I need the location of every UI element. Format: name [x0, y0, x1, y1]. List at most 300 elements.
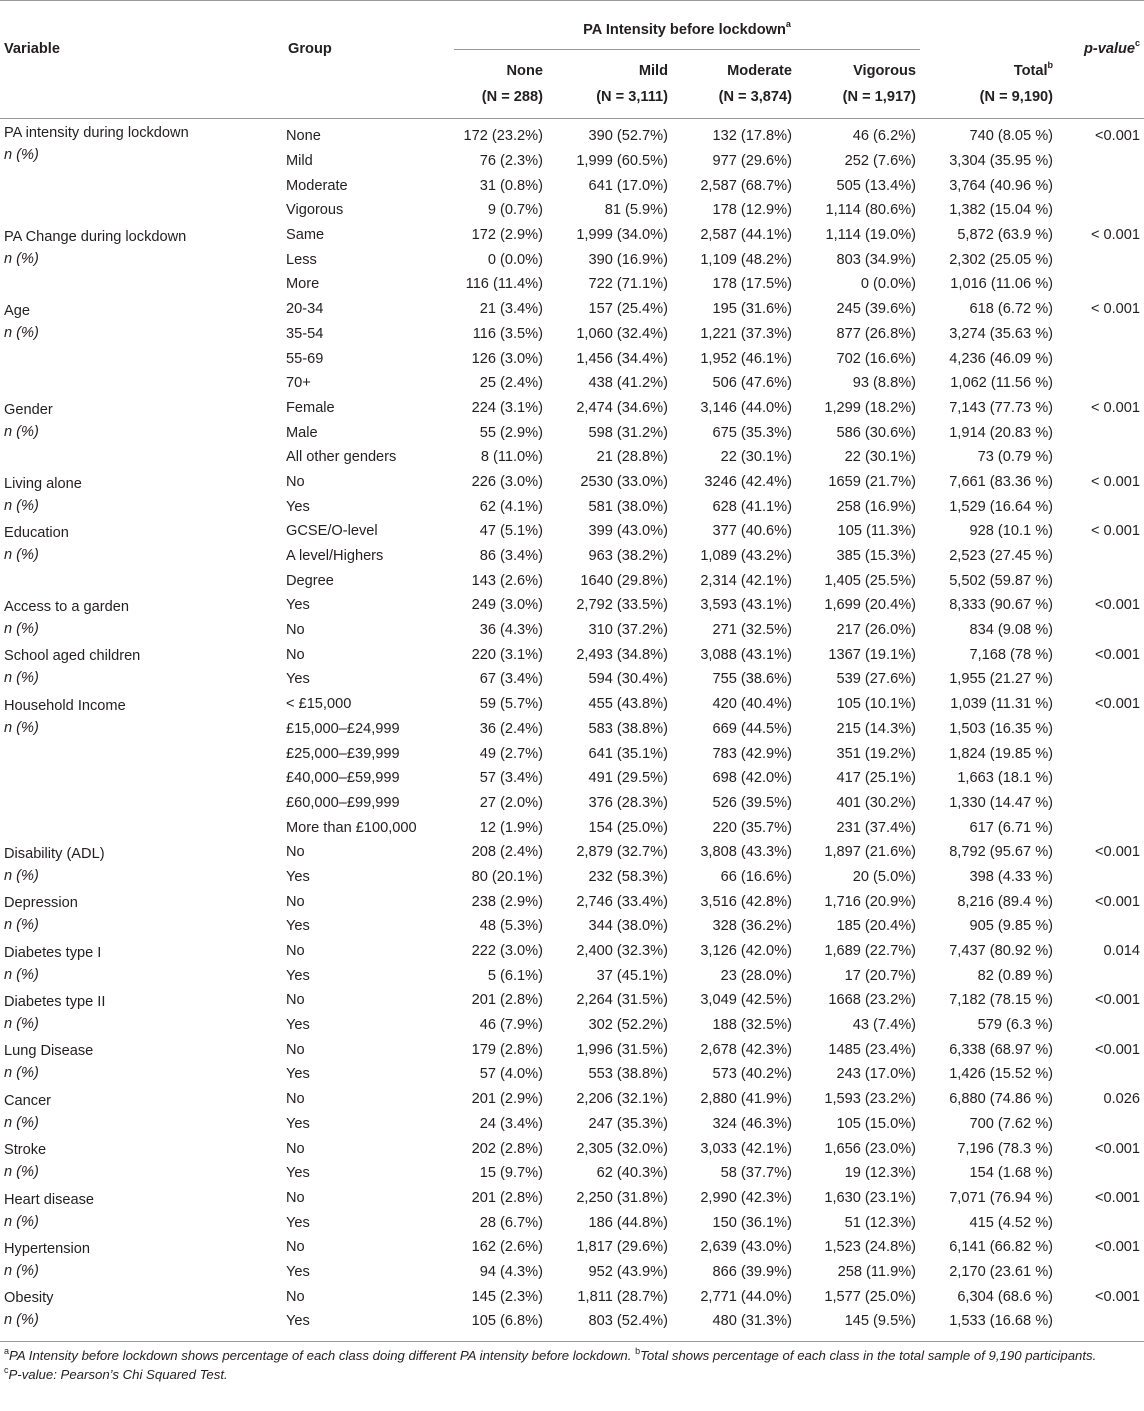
value-cell: 3,033 (42.1%)	[700, 1140, 792, 1157]
pvalue-cell	[1057, 544, 1144, 569]
value-cell: 2,302 (25.05 %)	[949, 251, 1054, 268]
value-cell: 8,333 (90.67 %)	[949, 597, 1054, 614]
pvalue-cell	[1057, 717, 1144, 742]
value-cell: 2,678 (42.3%)	[700, 1041, 792, 1058]
value-cell: 245 (39.6%)	[836, 301, 917, 318]
value-cell: 344 (38.0%)	[588, 918, 668, 935]
table-row	[0, 223, 1144, 248]
value-cell: 675 (35.3%)	[712, 424, 792, 441]
value-cell: 9 (0.7%)	[487, 202, 543, 219]
value-cell: 67 (3.4%)	[479, 671, 543, 688]
value-cell: 698 (42.0%)	[712, 770, 792, 787]
value-cell: 1,456 (34.4%)	[576, 350, 668, 367]
variable-name: Cancer	[4, 1092, 52, 1109]
value-cell: 669 (44.5%)	[712, 720, 792, 737]
group-cell: None	[286, 128, 321, 145]
value-cell: 7,168 (78 %)	[969, 646, 1054, 663]
table-row	[0, 840, 1144, 865]
variable-unit	[4, 1114, 284, 1132]
pvalue-cell: < 0.001	[1090, 227, 1141, 244]
group-cell: Yes	[286, 1017, 310, 1034]
group-cell: No	[286, 893, 305, 910]
pvalue-cell	[1057, 741, 1144, 766]
value-cell: 157 (25.4%)	[588, 301, 668, 318]
value-cell: 43 (7.4%)	[852, 1017, 917, 1034]
group-cell: Yes	[286, 671, 310, 688]
variable-unit-text: n (%)	[4, 147, 39, 163]
group-cell: No	[286, 1140, 305, 1157]
variable-cell	[0, 470, 284, 519]
variable-unit-text: n (%)	[4, 966, 39, 983]
group-cell: All other genders	[286, 449, 397, 466]
pvalue-cell: < 0.001	[1090, 301, 1141, 318]
pvalue-cell: <0.001	[1095, 1288, 1141, 1305]
value-cell: 928 (10.1 %)	[969, 523, 1054, 540]
value-cell: 217 (26.0%)	[836, 622, 917, 639]
col-header-moderate: Moderate (N = 3,874)	[672, 50, 796, 119]
table-row	[0, 1136, 1144, 1161]
pvalue-cell: < 0.001	[1090, 399, 1141, 416]
value-cell: 238 (2.9%)	[471, 893, 543, 910]
variable-cell	[0, 297, 284, 396]
group-cell: Yes	[286, 1263, 310, 1280]
variable-cell	[0, 642, 284, 691]
value-cell: 5,502 (59.87 %)	[949, 572, 1054, 589]
pvalue-cell: <0.001	[1095, 1140, 1141, 1157]
value-cell: 105 (11.3%)	[837, 523, 917, 540]
variable-unit-text: n (%)	[4, 917, 39, 934]
value-cell: 628 (41.1%)	[712, 498, 792, 515]
table-row	[0, 519, 1144, 544]
value-cell: 76 (2.3%)	[479, 153, 543, 170]
group-cell: Same	[286, 227, 325, 244]
value-cell: 702 (16.6%)	[836, 350, 917, 367]
value-cell: 803 (52.4%)	[588, 1313, 668, 1330]
group-cell: No	[286, 1189, 305, 1206]
value-cell: 3,146 (44.0%)	[700, 399, 792, 416]
value-cell: 310 (37.2%)	[588, 622, 668, 639]
group-cell: Yes	[286, 1115, 310, 1132]
value-cell: 3,049 (42.5%)	[700, 992, 792, 1009]
value-cell: 722 (71.1%)	[588, 276, 668, 293]
value-cell: 1,382 (15.04 %)	[949, 202, 1054, 219]
value-cell: 201 (2.9%)	[471, 1091, 543, 1108]
value-cell: 17 (20.7%)	[844, 967, 917, 984]
group-cell: No	[286, 473, 305, 490]
value-cell: 154 (25.0%)	[588, 819, 668, 836]
value-cell: 583 (38.8%)	[588, 720, 668, 737]
value-cell: 22 (30.1%)	[844, 449, 917, 466]
group-cell: Yes	[286, 597, 310, 614]
value-cell: 1,405 (25.5%)	[824, 572, 917, 589]
value-cell: 82 (0.89 %)	[977, 967, 1054, 984]
variable-name: Diabetes type I	[4, 944, 102, 961]
value-cell: 23 (28.0%)	[720, 967, 792, 984]
variable-name: Education	[4, 525, 69, 541]
pvalue-cell	[1057, 494, 1144, 519]
value-cell: 46 (7.9%)	[479, 1017, 543, 1034]
variable-unit	[4, 1213, 284, 1231]
value-cell: 866 (39.9%)	[712, 1263, 792, 1280]
value-cell: 154 (1.68 %)	[969, 1165, 1054, 1182]
variable-unit	[4, 1064, 284, 1082]
pvalue-cell: < 0.001	[1090, 523, 1141, 540]
value-cell: 1,062 (11.56 %)	[950, 375, 1054, 392]
pvalue-cell: <0.001	[1095, 696, 1141, 713]
variable-cell	[0, 223, 284, 297]
group-cell: Yes	[286, 918, 310, 935]
value-cell: 1,952 (46.1%)	[700, 350, 792, 367]
value-cell: 1,999 (34.0%)	[576, 227, 668, 244]
group-cell: No	[286, 1091, 305, 1108]
variable-unit	[4, 719, 284, 737]
pvalue-cell	[1057, 1210, 1144, 1235]
value-cell: 3,808 (43.3%)	[700, 844, 792, 861]
pvalue-cell	[1057, 1112, 1144, 1137]
value-cell: 1,955 (21.27 %)	[949, 671, 1054, 688]
value-cell: 62 (40.3%)	[596, 1165, 668, 1182]
variable-cell	[0, 1284, 284, 1333]
group-cell: < £15,000	[286, 696, 352, 713]
value-cell: 22 (30.1%)	[720, 449, 792, 466]
variable-cell	[0, 1087, 284, 1136]
pvalue-cell	[1057, 272, 1144, 297]
value-cell: 598 (31.2%)	[588, 424, 668, 441]
pvalue-cell: <0.001	[1095, 1189, 1141, 1206]
value-cell: 215 (14.3%)	[836, 720, 917, 737]
variable-name: Living alone	[4, 475, 82, 492]
value-cell: 145 (2.3%)	[471, 1288, 543, 1305]
table-row	[0, 297, 1144, 322]
footnote-ab: $^a$PA Intensity before lockdown shows percentage of each class doing different PA intensity before lockdown. $^b$Total shows percentage of each class in the total sample of 9,190 participants.	[4, 1345, 1097, 1363]
group-header: Group	[284, 50, 454, 119]
table-row	[0, 1087, 1144, 1112]
value-cell: 185 (20.4%)	[836, 918, 917, 935]
value-cell: 1,914 (20.83 %)	[949, 424, 1054, 441]
table-row	[0, 692, 1144, 717]
variable-unit	[4, 1311, 284, 1329]
pvalue-cell	[1057, 149, 1144, 174]
pa-intensity-header: PA Intensity before lockdown$^a$	[454, 1, 920, 50]
pvalue-cell	[1057, 420, 1144, 445]
variable-unit	[4, 1015, 284, 1033]
value-cell: 220 (35.7%)	[712, 819, 792, 836]
value-cell: 1,089 (43.2%)	[700, 548, 792, 565]
variable-cell	[0, 1186, 284, 1235]
value-cell: 740 (8.05 %)	[969, 128, 1054, 145]
value-cell: 55 (2.9%)	[479, 424, 543, 441]
pvalue-cell	[1057, 198, 1144, 223]
pvalue-cell	[1057, 914, 1144, 939]
group-cell: A level/Highers	[286, 548, 384, 565]
variable-unit	[4, 546, 284, 564]
variable-cell	[0, 988, 284, 1037]
table-row	[0, 396, 1144, 421]
value-cell: 243 (17.0%)	[836, 1066, 917, 1083]
value-cell: 755 (38.6%)	[712, 671, 792, 688]
group-cell: Less	[286, 251, 317, 268]
pvalue-cell: <0.001	[1095, 992, 1141, 1009]
variable-unit	[4, 669, 284, 687]
value-cell: 27 (2.0%)	[479, 794, 543, 811]
value-cell: 7,182 (78.15 %)	[949, 992, 1054, 1009]
group-cell: Yes	[286, 967, 310, 984]
value-cell: 1668 (23.2%)	[828, 992, 917, 1009]
value-cell: 5 (6.1%)	[487, 967, 543, 984]
value-cell: 36 (2.4%)	[479, 720, 543, 737]
variable-unit	[4, 916, 284, 934]
variable-name: Diabetes type II	[4, 994, 106, 1011]
value-cell: 271 (32.5%)	[712, 622, 792, 639]
table-header	[0, 1, 1144, 119]
variable-unit-text: n (%)	[4, 621, 39, 638]
value-cell: 66 (16.6%)	[720, 868, 792, 885]
value-cell: 1,897 (21.6%)	[824, 844, 917, 861]
pvalue-cell: <0.001	[1095, 597, 1141, 614]
value-cell: 51 (12.3%)	[844, 1214, 917, 1231]
group-cell: £40,000–£59,999	[286, 770, 400, 787]
value-cell: 783 (42.9%)	[712, 745, 792, 762]
group-cell: Yes	[286, 868, 310, 885]
variable-unit	[4, 497, 284, 515]
value-cell: 188 (32.5%)	[712, 1017, 792, 1034]
group-cell: Moderate	[286, 177, 348, 194]
variable-cell	[0, 1136, 284, 1185]
value-cell: 172 (2.9%)	[471, 227, 543, 244]
group-cell: 35-54	[286, 325, 324, 342]
value-cell: 641 (17.0%)	[588, 177, 668, 194]
variable-name: PA Change during lockdown	[4, 228, 187, 245]
value-cell: 526 (39.5%)	[712, 794, 792, 811]
value-cell: 258 (16.9%)	[836, 498, 917, 515]
value-cell: 1367 (19.1%)	[828, 646, 917, 663]
value-cell: 186 (44.8%)	[588, 1214, 668, 1231]
pvalue-cell	[1057, 1062, 1144, 1087]
value-cell: 49 (2.7%)	[479, 745, 543, 762]
value-cell: 700 (7.62 %)	[969, 1115, 1054, 1132]
table-row	[0, 939, 1144, 964]
variable-unit-text: n (%)	[4, 670, 39, 687]
value-cell: 178 (17.5%)	[712, 276, 792, 293]
value-cell: 252 (7.6%)	[844, 153, 917, 170]
value-cell: 0 (0.0%)	[860, 276, 917, 293]
value-cell: 31 (0.8%)	[479, 177, 543, 194]
value-cell: 952 (43.9%)	[588, 1263, 668, 1280]
group-cell: Degree	[286, 572, 334, 589]
value-cell: 2,264 (31.5%)	[576, 992, 668, 1009]
value-cell: 20 (5.0%)	[852, 868, 917, 885]
group-cell: GCSE/O-level	[286, 523, 378, 540]
value-cell: 2,746 (33.4%)	[576, 893, 668, 910]
value-cell: 172 (23.2%)	[463, 128, 543, 145]
value-cell: 1,699 (20.4%)	[824, 597, 917, 614]
value-cell: 573 (40.2%)	[712, 1066, 792, 1083]
variable-unit	[4, 966, 284, 984]
group-cell: Male	[286, 424, 318, 441]
col-header-vigorous: Vigorous (N = 1,917)	[796, 50, 920, 119]
pvalue-cell	[1057, 1260, 1144, 1285]
variable-cell	[0, 119, 284, 223]
pvalue-cell	[1057, 618, 1144, 643]
value-cell: 877 (26.8%)	[836, 325, 917, 342]
table-footnotes	[0, 1341, 1144, 1384]
footnote-c: $^c$P-value: Pearson’s Chi Squared Test.	[4, 1364, 228, 1382]
value-cell: 6,141 (66.82 %)	[949, 1239, 1054, 1256]
value-cell: 6,338 (68.97 %)	[949, 1041, 1054, 1058]
group-cell: No	[286, 943, 305, 960]
value-cell: 7,661 (83.36 %)	[949, 473, 1054, 490]
variable-unit	[4, 146, 284, 164]
value-cell: 1,656 (23.0%)	[824, 1140, 917, 1157]
value-cell: 81 (5.9%)	[604, 202, 668, 219]
variable-unit-text: n (%)	[4, 1312, 39, 1329]
value-cell: 202 (2.8%)	[471, 1140, 543, 1157]
variable-name: Obesity	[4, 1290, 54, 1307]
value-cell: 1,817 (29.6%)	[576, 1239, 668, 1256]
value-cell: 324 (46.3%)	[712, 1115, 792, 1132]
value-cell: 385 (15.3%)	[836, 548, 917, 565]
col-header-mild: Mild (N = 3,111)	[547, 50, 672, 119]
value-cell: 21 (3.4%)	[479, 301, 543, 318]
group-cell: Yes	[286, 1066, 310, 1083]
pvalue-cell	[1057, 815, 1144, 840]
pvalue-cell	[1057, 865, 1144, 890]
value-cell: 351 (19.2%)	[836, 745, 917, 762]
value-cell: 2,206 (32.1%)	[576, 1091, 668, 1108]
value-cell: 59 (5.7%)	[479, 696, 543, 713]
pvalue-cell: 0.014	[1103, 943, 1141, 960]
pvalue-cell: <0.001	[1095, 1239, 1141, 1256]
table-row	[0, 889, 1144, 914]
value-cell: 28 (6.7%)	[479, 1214, 543, 1231]
value-cell: 6,880 (74.86 %)	[949, 1091, 1054, 1108]
variable-unit-text: n (%)	[4, 1016, 39, 1033]
group-cell: More	[286, 276, 320, 293]
value-cell: 4,236 (46.09 %)	[949, 350, 1054, 367]
group-cell: More than £100,000	[286, 819, 417, 836]
col-header-none: None (N = 288)	[454, 50, 547, 119]
value-cell: 62 (4.1%)	[479, 498, 543, 515]
variable-unit	[4, 1163, 284, 1181]
variable-unit-text: n (%)	[4, 497, 39, 514]
pvalue-cell	[1057, 1309, 1144, 1334]
pvalue-cell: <0.001	[1095, 893, 1141, 910]
group-cell: 20-34	[286, 301, 324, 318]
value-cell: 1,039 (11.31 %)	[950, 696, 1054, 713]
group-cell: No	[286, 992, 305, 1009]
value-cell: 417 (25.1%)	[836, 770, 917, 787]
pvalue-cell: <0.001	[1095, 128, 1141, 145]
value-cell: 0 (0.0%)	[487, 251, 543, 268]
pvalue-cell: 0.026	[1103, 1091, 1141, 1108]
pvalue-cell	[1057, 346, 1144, 371]
variable-name: Heart disease	[4, 1191, 95, 1208]
value-cell: 834 (9.08 %)	[969, 622, 1054, 639]
variable-unit-text: n (%)	[4, 324, 39, 341]
variable-unit	[4, 250, 284, 268]
value-cell: 1,630 (23.1%)	[824, 1189, 917, 1206]
value-cell: 24 (3.4%)	[479, 1115, 543, 1132]
value-cell: 618 (6.72 %)	[969, 301, 1054, 318]
value-cell: 258 (11.9%)	[837, 1263, 917, 1280]
pvalue-cell	[1057, 791, 1144, 816]
variable-cell	[0, 840, 284, 889]
group-cell: £60,000–£99,999	[286, 794, 400, 811]
value-cell: 328 (36.2%)	[712, 918, 792, 935]
value-cell: 420 (40.4%)	[712, 696, 792, 713]
value-cell: 2,400 (32.3%)	[576, 943, 668, 960]
value-cell: 2,523 (27.45 %)	[949, 548, 1054, 565]
value-cell: 7,437 (80.92 %)	[949, 943, 1054, 960]
value-cell: 399 (43.0%)	[588, 523, 668, 540]
value-cell: 178 (12.9%)	[712, 202, 792, 219]
pvalue-cell: <0.001	[1095, 844, 1141, 861]
variable-header: Variable	[0, 50, 284, 119]
value-cell: 376 (28.3%)	[588, 794, 668, 811]
value-cell: 8 (11.0%)	[480, 449, 543, 466]
value-cell: 25 (2.4%)	[479, 375, 543, 392]
variable-unit-text: n (%)	[4, 1213, 39, 1230]
col-header-total: Total$^b$ (N = 9,190)	[920, 50, 1057, 119]
value-cell: 116 (3.5%)	[472, 325, 543, 342]
value-cell: 1,299 (18.2%)	[824, 399, 917, 416]
value-cell: 2,474 (34.6%)	[576, 399, 668, 416]
value-cell: 226 (3.0%)	[471, 473, 543, 490]
value-cell: 1,716 (20.9%)	[824, 893, 917, 910]
table-row	[0, 119, 1144, 149]
value-cell: 594 (30.4%)	[588, 671, 668, 688]
value-cell: 491 (29.5%)	[588, 770, 668, 787]
variable-unit-text: n (%)	[4, 1164, 39, 1181]
value-cell: 1,503 (16.35 %)	[949, 720, 1054, 737]
variable-name: Depression	[4, 895, 78, 912]
value-cell: 617 (6.71 %)	[969, 819, 1054, 836]
value-cell: 94 (4.3%)	[479, 1263, 543, 1280]
group-cell: Yes	[286, 1313, 310, 1330]
value-cell: 1,663 (18.1 %)	[957, 770, 1054, 787]
group-cell: Yes	[286, 1214, 310, 1231]
group-cell: 55-69	[286, 350, 324, 367]
variable-cell	[0, 1037, 284, 1086]
value-cell: 2,250 (31.8%)	[576, 1189, 668, 1206]
pvalue-cell	[1057, 1013, 1144, 1038]
value-cell: 1,824 (19.85 %)	[949, 745, 1054, 762]
value-cell: 539 (27.6%)	[836, 671, 917, 688]
value-cell: 150 (36.1%)	[712, 1214, 792, 1231]
value-cell: 249 (3.0%)	[471, 597, 543, 614]
variable-name: Age	[4, 302, 30, 319]
value-cell: 86 (3.4%)	[479, 548, 543, 565]
value-cell: 145 (9.5%)	[844, 1313, 917, 1330]
value-cell: 2,170 (23.61 %)	[949, 1263, 1054, 1280]
variable-unit-text: n (%)	[4, 1262, 39, 1279]
group-cell: £15,000–£24,999	[286, 720, 400, 737]
value-cell: 12 (1.9%)	[479, 819, 543, 836]
pvalue-cell	[1057, 173, 1144, 198]
value-cell: 7,071 (76.94 %)	[949, 1189, 1054, 1206]
value-cell: 7,143 (77.73 %)	[949, 399, 1054, 416]
table-row	[0, 988, 1144, 1013]
variable-name: Lung Disease	[4, 1043, 94, 1060]
value-cell: 201 (2.8%)	[471, 1189, 543, 1206]
variable-name: School aged children	[4, 648, 141, 665]
value-cell: 105 (6.8%)	[471, 1313, 543, 1330]
group-cell: No	[286, 646, 305, 663]
variable-unit	[4, 867, 284, 885]
value-cell: 1,114 (80.6%)	[825, 202, 917, 219]
value-cell: 2,587 (68.7%)	[700, 177, 792, 194]
value-cell: 3,126 (42.0%)	[700, 943, 792, 960]
